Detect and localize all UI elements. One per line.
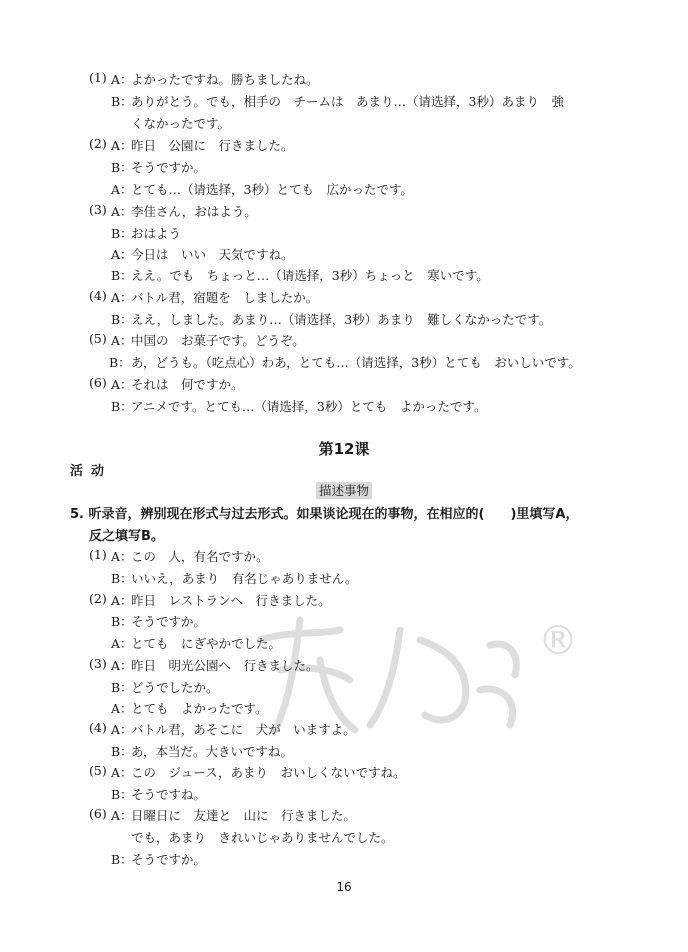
speaker-label: B： [111,160,133,175]
dialogue-line: どうでしたか。 [131,680,219,695]
dialogue-line: ありがとう。でも，相手の チームは あまり…（请选择，3秒）あまり 強 [131,94,564,109]
dialogue-line: とても にぎやかでした。 [131,636,282,651]
exercise-instruction: 5. 听录音，辨别现在形式与过去形式。如果谈论现在的事物，在相应的( )里填写A， [70,507,579,522]
dialogue-line: よかったですね。勝ちましたね。 [131,72,319,87]
item-number: (2) [89,591,107,606]
speaker-label: B： [111,94,133,109]
speaker-label: B： [111,268,133,283]
dialogue-line: この ジュース，あまり おいしくないですね。 [131,765,406,780]
dialogue-line: バトル君，宿題を しましたか。 [131,290,319,305]
dialogue-line: 昨日 明光公園へ 行きました。 [131,658,319,673]
speaker-label: A： [111,636,133,651]
speaker-label: A： [111,204,133,219]
dialogue-line: この 人，有名ですか。 [131,549,269,564]
item-number: (5) [89,331,107,346]
item-number: (4) [89,720,107,735]
item-number: (3) [89,656,107,671]
speaker-label: A： [111,72,133,87]
speaker-label: B： [111,787,133,802]
dialogue-line: 日曜日に 友達と 山に 行きました。 [131,808,357,823]
lesson-title: 第12课 [318,440,370,458]
section-heading: 活动 [70,464,113,479]
speaker-label: A： [111,765,133,780]
speaker-label: A： [111,722,133,737]
dialogue-line: それは 何ですか。 [131,377,244,392]
item-number: (5) [89,763,107,778]
dialogue-line: とても…（请选择，3秒）とても 広かったです。 [131,182,413,197]
speaker-label: A： [111,549,133,564]
topic-subtitle-text: 描述事物 [316,482,372,499]
dialogue-line: 中国の お菓子です。どうぞ。 [131,333,305,348]
item-number: (3) [89,202,107,217]
registered-mark: ® [538,618,578,664]
dialogue-line: そうですか。 [131,852,207,867]
speaker-label: B： [111,312,133,327]
dialogue-line: 昨日 公園に 行きました。 [131,138,294,153]
speaker-label: A： [111,138,133,153]
item-number: (6) [89,375,107,390]
dialogue-line: とても よかったです。 [131,701,268,716]
topic-subtitle [0,481,688,499]
exercise-instruction-cont: 反之填写B。 [89,529,164,544]
speaker-label: A： [111,333,133,348]
dialogue-line: バトル君，あそこに 犬が いますよ。 [131,722,356,737]
speaker-label: A： [111,593,133,608]
speaker-label: B： [111,744,133,759]
speaker-label: B： [111,852,133,867]
dialogue-line: ええ，しました。あまり…（请选择，3秒）あまり 難しくなかったです。 [131,312,552,327]
dialogue-line-continued: くなかったです。 [131,116,231,131]
dialogue-line-continued: でも，あまり きれいじゃありませんでした。 [131,830,394,845]
item-number: (4) [89,288,107,303]
speaker-label: B： [111,680,133,695]
speaker-label: A： [111,290,133,305]
dialogue-line: アニメです。とても…（请选择，3秒）とても よかったです。 [131,399,487,414]
speaker-label: B： [111,399,133,414]
dialogue-line: 昨日 レストランへ 行きました。 [131,593,331,608]
item-number: (1) [89,547,107,562]
page-number: 16 [336,880,352,894]
dialogue-line: そうですか。 [131,614,207,629]
speaker-label: A： [111,182,133,197]
speaker-label: B： [111,614,133,629]
dialogue-line: いいえ，あまり 有名じゃありません。 [131,571,358,586]
speaker-label: A： [111,377,133,392]
dialogue-line: そうですね。 [131,787,207,802]
speaker-label: A： [111,808,133,823]
dialogue-line: あ，本当だ。大きいですね。 [131,744,294,759]
dialogue-line: そうですか。 [131,160,207,175]
item-number: (1) [89,70,107,85]
dialogue-line: ええ。でも ちょっと…（请选择，3秒）ちょっと 寒いです。 [131,268,489,283]
speaker-label: B： [111,571,133,586]
dialogue-line: 李佳さん，おはよう。 [131,204,257,219]
dialogue-line: おはよう [131,226,182,241]
speaker-label: A： [111,701,133,716]
speaker-label: B： [109,355,131,370]
speaker-label: A： [111,247,133,262]
item-number: (2) [89,136,107,151]
item-number: (6) [89,806,107,821]
dialogue-line: 今日は いい 天気ですね。 [131,247,294,262]
dialogue-line: あ，どうも。（吃点心）わあ，とても…（请选择，3秒）とても おいしいです。 [131,355,581,370]
speaker-label: B： [111,226,133,241]
speaker-label: A： [111,658,133,673]
